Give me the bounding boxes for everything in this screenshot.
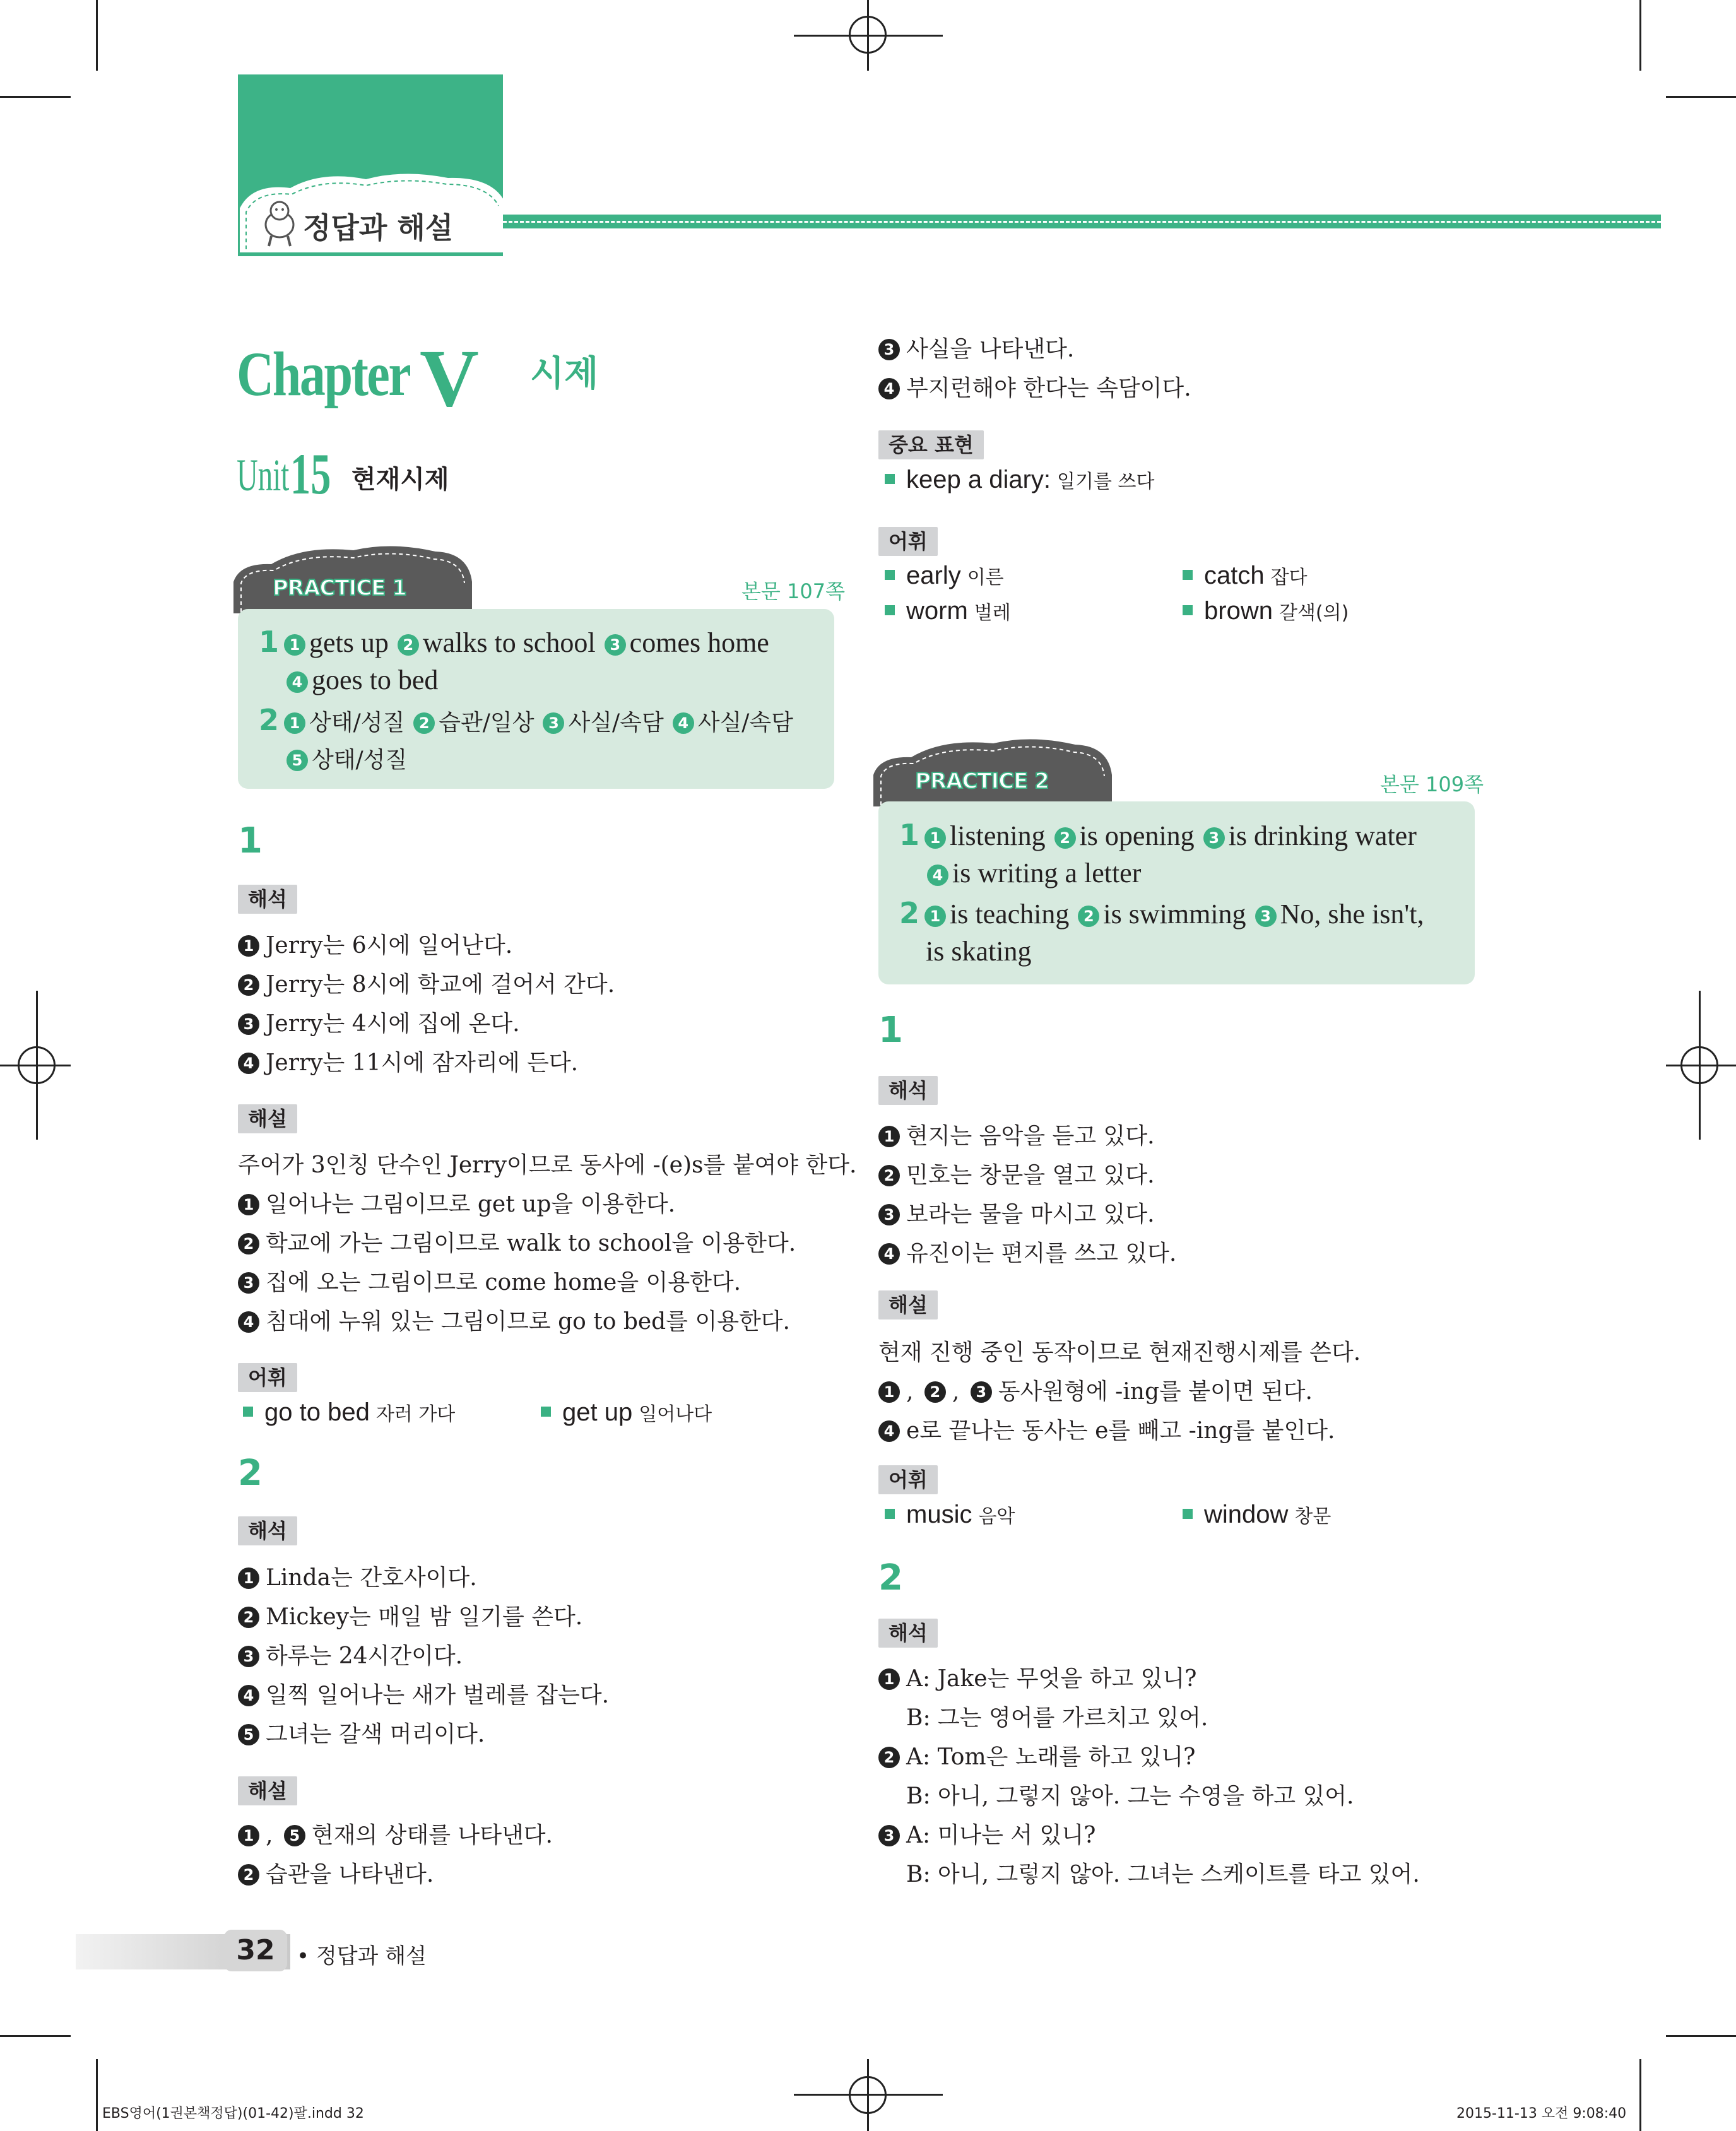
- number-circle-icon: 1: [878, 1668, 900, 1690]
- number-circle-icon: 4: [238, 1311, 259, 1333]
- r-q1-interpret-tag: 해석: [878, 1076, 938, 1105]
- bullet-square-icon: [1183, 570, 1193, 580]
- number-circle-icon: 4: [927, 865, 948, 886]
- list-item-text: 보라는 물을 마시고 있다.: [906, 1201, 1155, 1227]
- number-circle-icon: 1: [238, 1567, 259, 1589]
- number-circle-icon: 4: [878, 1243, 900, 1265]
- list-item: [238, 1599, 582, 1631]
- list-item-text: 학교에 가는 그림이므로 walk to school을 이용한다.: [266, 1231, 796, 1256]
- list-item: [238, 1225, 796, 1258]
- print-slug-file: EBS영어(1권본책정답)(01-42)팔.indd 32: [102, 2106, 364, 2122]
- page-number: 32: [224, 1930, 287, 1971]
- answer-text: is writing a letter: [952, 858, 1142, 888]
- number-circle-icon: 2: [238, 1233, 259, 1254]
- vocab-meaning: 일어나다: [639, 1403, 712, 1426]
- r-q1-explain-intro: 현재 진행 중인 동작이므로 현재진행시제를 쓴다.: [878, 1340, 1361, 1366]
- key-expression: keep a diary: 일기를 쓰다: [885, 466, 1154, 494]
- list-item: [238, 1045, 578, 1077]
- number-circle-icon: 5: [238, 1724, 259, 1745]
- footer-label: • 정답과 해설: [297, 1944, 427, 1969]
- separator: ,: [952, 1379, 967, 1405]
- list-item: [238, 1677, 609, 1709]
- answer-line: [899, 818, 1424, 852]
- list-item-text: Jerry는 6시에 일어난다.: [266, 933, 513, 959]
- vocab-item: [885, 562, 1004, 590]
- vocab-item: [1183, 562, 1308, 590]
- chapter-title: 시제: [530, 353, 599, 394]
- vocab-word: get up: [562, 1398, 633, 1426]
- separator: ,: [266, 1822, 280, 1848]
- vocab-meaning: 음악: [978, 1506, 1015, 1528]
- list-item-text: 유진이는 편지를 쓰고 있다.: [906, 1241, 1177, 1266]
- number-circle-icon: 2: [413, 712, 435, 734]
- list-item-text: Mickey는 매일 밤 일기를 쓴다.: [266, 1604, 583, 1630]
- bullet-square-icon: [1183, 1509, 1193, 1519]
- answer-text: is teaching: [950, 899, 1070, 930]
- vocab-item: [541, 1398, 712, 1427]
- list-item: [878, 1413, 1335, 1445]
- number-circle-icon: 3: [1203, 827, 1225, 849]
- number-circle-icon: 3: [878, 339, 900, 360]
- answer-text: is opening: [1079, 820, 1195, 851]
- vocab-word: brown: [1204, 597, 1273, 625]
- number-circle-icon: 2: [398, 634, 419, 656]
- list-item: [878, 1857, 1420, 1889]
- header-title: 정답과 해설: [303, 211, 454, 245]
- list-item-text: A: Jake는 무엇을 하고 있니?: [906, 1666, 1197, 1692]
- bullet-square-icon: [885, 570, 895, 580]
- bullet-square-icon: [885, 1509, 895, 1519]
- number-circle-icon: 2: [924, 1381, 946, 1403]
- list-item-text: Linda는 간호사이다.: [266, 1565, 477, 1591]
- r-q1-vocab-tag: 어휘: [878, 1465, 938, 1494]
- q1-interpret-tag: 해석: [238, 885, 297, 914]
- answer-number: 1: [899, 818, 920, 852]
- list-item-text: 민호는 창문을 열고 있다.: [906, 1162, 1155, 1188]
- answer-number: 2: [259, 703, 280, 737]
- list-item: [238, 1817, 553, 1850]
- list-item: [238, 1006, 520, 1038]
- number-circle-icon: 4: [238, 1685, 259, 1706]
- answer-text: 습관/일상: [439, 710, 534, 736]
- answer-line: [899, 857, 1148, 889]
- vocab-item: [1183, 597, 1349, 625]
- q2-number: 2: [238, 1453, 263, 1494]
- list-item: [238, 1265, 741, 1297]
- number-circle-icon: 3: [605, 634, 626, 656]
- list-item: [878, 1196, 1155, 1229]
- list-item: [238, 928, 512, 960]
- vocab-meaning: 갈색(의): [1278, 602, 1349, 624]
- number-circle-icon: 3: [878, 1825, 900, 1846]
- list-item: [878, 1118, 1155, 1150]
- header-rule-dash: [503, 221, 1661, 223]
- vocab-word: worm: [906, 597, 968, 625]
- answer-text: is drinking water: [1228, 820, 1417, 851]
- number-circle-icon: 5: [284, 1825, 305, 1846]
- answer-line: [899, 896, 1432, 930]
- answer-text: listening: [950, 820, 1046, 851]
- number-circle-icon: 1: [238, 1825, 259, 1846]
- number-circle-icon: 1: [284, 712, 305, 734]
- list-item: [238, 1638, 463, 1670]
- number-circle-icon: 1: [238, 1194, 259, 1215]
- answer-line: [259, 703, 801, 737]
- answer-text: 사실/속담: [568, 710, 664, 736]
- list-item: [878, 1374, 1313, 1406]
- vocab-meaning: 자러 가다: [375, 1403, 456, 1426]
- answer-text: walks to school: [422, 627, 596, 658]
- number-circle-icon: 4: [673, 712, 694, 734]
- list-item: [878, 1778, 1354, 1810]
- answer-text: goes to bed: [312, 664, 439, 695]
- number-circle-icon: 1: [238, 935, 259, 957]
- list-item: [878, 1661, 1196, 1693]
- list-item-text: 그녀는 갈색 머리이다.: [266, 1721, 485, 1747]
- list-item: [878, 1817, 1095, 1850]
- practice2-label: PRACTICE 2: [915, 769, 1049, 794]
- print-slug-date: 2015-11-13 오전 9:08:40: [1456, 2106, 1627, 2122]
- vocab-meaning: 창문: [1294, 1506, 1332, 1528]
- vocab-word: early: [906, 562, 961, 589]
- list-item: [238, 1716, 485, 1749]
- vocab-item: [885, 597, 1011, 625]
- right-vocab-tag: 어휘: [878, 527, 938, 556]
- bullet-square-icon: [1183, 605, 1193, 615]
- vocab-word: catch: [1204, 562, 1265, 589]
- list-item-text: 일찍 일어나는 새가 벌레를 잡는다.: [266, 1682, 610, 1708]
- list-item: [878, 370, 1191, 403]
- list-item: [238, 1304, 790, 1336]
- list-item-text: B: 아니, 그렇지 않아. 그는 수영을 하고 있어.: [906, 1783, 1354, 1809]
- chapter-word: Chapter: [237, 339, 410, 409]
- answer-number: 1: [259, 625, 280, 659]
- vocab-word: window: [1204, 1501, 1289, 1528]
- answer-text: gets up: [309, 627, 389, 658]
- list-item: [878, 1739, 1195, 1771]
- list-item: [238, 1186, 675, 1219]
- list-item-text: Jerry는 8시에 학교에 걸어서 간다.: [266, 972, 615, 998]
- list-item-text: Jerry는 4시에 집에 온다.: [266, 1011, 520, 1037]
- r-q1-number: 1: [878, 1010, 903, 1051]
- number-circle-icon: 4: [878, 1420, 900, 1442]
- list-item-text: B: 아니, 그렇지 않아. 그녀는 스케이트를 타고 있어.: [906, 1862, 1420, 1887]
- number-circle-icon: 3: [1255, 906, 1277, 927]
- vocab-meaning: 벌레: [974, 602, 1011, 624]
- answer-text: is skating: [926, 936, 1032, 967]
- list-item: [238, 1857, 434, 1889]
- answer-text: 사실/속담: [697, 710, 793, 736]
- answer-line: [899, 935, 1039, 967]
- practice1-page-ref: 본문 107쪽: [741, 579, 845, 603]
- list-item-text: A: 미나는 서 있니?: [906, 1822, 1096, 1848]
- list-item-text: 현지는 음악을 듣고 있다.: [906, 1123, 1155, 1149]
- vocab-meaning: 잡다: [1270, 567, 1308, 589]
- list-item-text: 동사원형에 -ing를 붙이면 된다.: [998, 1379, 1313, 1405]
- vocab-meaning: 이른: [967, 567, 1004, 589]
- list-item: [878, 1700, 1208, 1732]
- practice1-label: PRACTICE 1: [273, 576, 406, 601]
- list-item-text: A: Tom은 노래를 하고 있니?: [906, 1744, 1196, 1770]
- vocab-item: [243, 1398, 455, 1427]
- list-item-text: 부지런해야 한다는 속담이다.: [906, 375, 1191, 401]
- list-item: [878, 1236, 1176, 1268]
- number-circle-icon: 3: [543, 712, 564, 734]
- r-q2-interpret-tag: 해석: [878, 1619, 938, 1648]
- number-circle-icon: 2: [878, 1165, 900, 1186]
- number-circle-icon: 3: [878, 1204, 900, 1225]
- number-circle-icon: 1: [924, 827, 946, 849]
- list-item: [238, 967, 615, 999]
- number-circle-icon: 4: [238, 1053, 259, 1074]
- answer-text: 상태/성질: [309, 710, 405, 736]
- answer-number: 2: [899, 896, 920, 930]
- list-item-text: 사실을 나타낸다.: [906, 336, 1075, 362]
- vocab-item: [1183, 1501, 1331, 1529]
- q2-interpret-tag: 해석: [238, 1516, 297, 1545]
- list-item-text: B: 그는 영어를 가르치고 있어.: [906, 1705, 1208, 1731]
- list-item: [878, 1157, 1155, 1189]
- number-circle-icon: 3: [238, 1646, 259, 1667]
- q1-number: 1: [238, 820, 263, 861]
- r-q1-explain-tag: 해설: [878, 1290, 938, 1319]
- number-circle-icon: 1: [878, 1126, 900, 1147]
- vocab-word: go to bed: [264, 1398, 370, 1426]
- number-circle-icon: 1: [878, 1381, 900, 1403]
- list-item: [878, 331, 1074, 363]
- bullet-square-icon: [885, 474, 895, 484]
- number-circle-icon: 4: [286, 671, 308, 693]
- answer-line: [259, 664, 446, 696]
- practice2-page-ref: 본문 109쪽: [1380, 772, 1484, 796]
- separator: ,: [906, 1379, 921, 1405]
- answer-line: [259, 742, 415, 774]
- number-circle-icon: 2: [238, 1607, 259, 1628]
- number-circle-icon: 3: [971, 1381, 992, 1403]
- q1-explain-intro: 주어가 3인칭 단수인 Jerry이므로 동사에 -(e)s를 붙여야 한다.: [238, 1152, 857, 1178]
- answer-text: is swimming: [1103, 899, 1246, 930]
- list-item-text: 집에 오는 그림이므로 come home을 이용한다.: [266, 1270, 741, 1296]
- number-circle-icon: 1: [924, 906, 946, 927]
- number-circle-icon: 4: [878, 378, 900, 399]
- vocab-word: music: [906, 1501, 972, 1528]
- bullet-square-icon: [541, 1407, 551, 1417]
- list-item-text: 침대에 누워 있는 그림이므로 go to bed를 이용한다.: [266, 1309, 790, 1335]
- header-mascot-icon: [257, 197, 302, 250]
- q1-explain-tag: 해설: [238, 1104, 297, 1133]
- list-item-text: Jerry는 11시에 잠자리에 든다.: [266, 1050, 579, 1076]
- answer-line: [259, 625, 777, 659]
- number-circle-icon: 1: [284, 634, 305, 656]
- list-item: [238, 1560, 477, 1592]
- answer-text: comes home: [629, 627, 769, 658]
- number-circle-icon: 5: [286, 750, 308, 771]
- number-circle-icon: 2: [238, 974, 259, 996]
- number-circle-icon: 2: [1078, 906, 1099, 927]
- unit-number: 15: [290, 442, 331, 506]
- list-item-text: e로 끝나는 동사는 e를 빼고 -ing를 붙인다.: [906, 1418, 1335, 1444]
- number-circle-icon: 2: [878, 1747, 900, 1768]
- q1-vocab-tag: 어휘: [238, 1363, 297, 1392]
- list-item-text: 습관을 나타낸다.: [266, 1862, 434, 1887]
- unit-word: Unit: [237, 450, 290, 500]
- vocab-item: [885, 1501, 1015, 1529]
- bullet-square-icon: [885, 605, 895, 615]
- list-item-text: 하루는 24시간이다.: [266, 1643, 463, 1669]
- key-expression-tag: 중요 표현: [878, 430, 984, 459]
- number-circle-icon: 2: [238, 1864, 259, 1886]
- answer-text: 상태/성질: [312, 747, 408, 773]
- number-circle-icon: 3: [238, 1013, 259, 1035]
- bullet-square-icon: [243, 1407, 253, 1417]
- number-circle-icon: 3: [238, 1272, 259, 1294]
- number-circle-icon: 2: [1054, 827, 1076, 849]
- unit-title: 현재시제: [351, 465, 449, 494]
- q2-explain-tag: 해설: [238, 1776, 297, 1805]
- r-q2-number: 2: [878, 1557, 903, 1598]
- answer-text: No, she isn't,: [1280, 899, 1424, 930]
- chapter-numeral: V: [420, 333, 479, 424]
- list-item-text: 현재의 상태를 나타낸다.: [311, 1822, 553, 1848]
- list-item-text: 일어나는 그림이므로 get up을 이용한다.: [266, 1191, 676, 1217]
